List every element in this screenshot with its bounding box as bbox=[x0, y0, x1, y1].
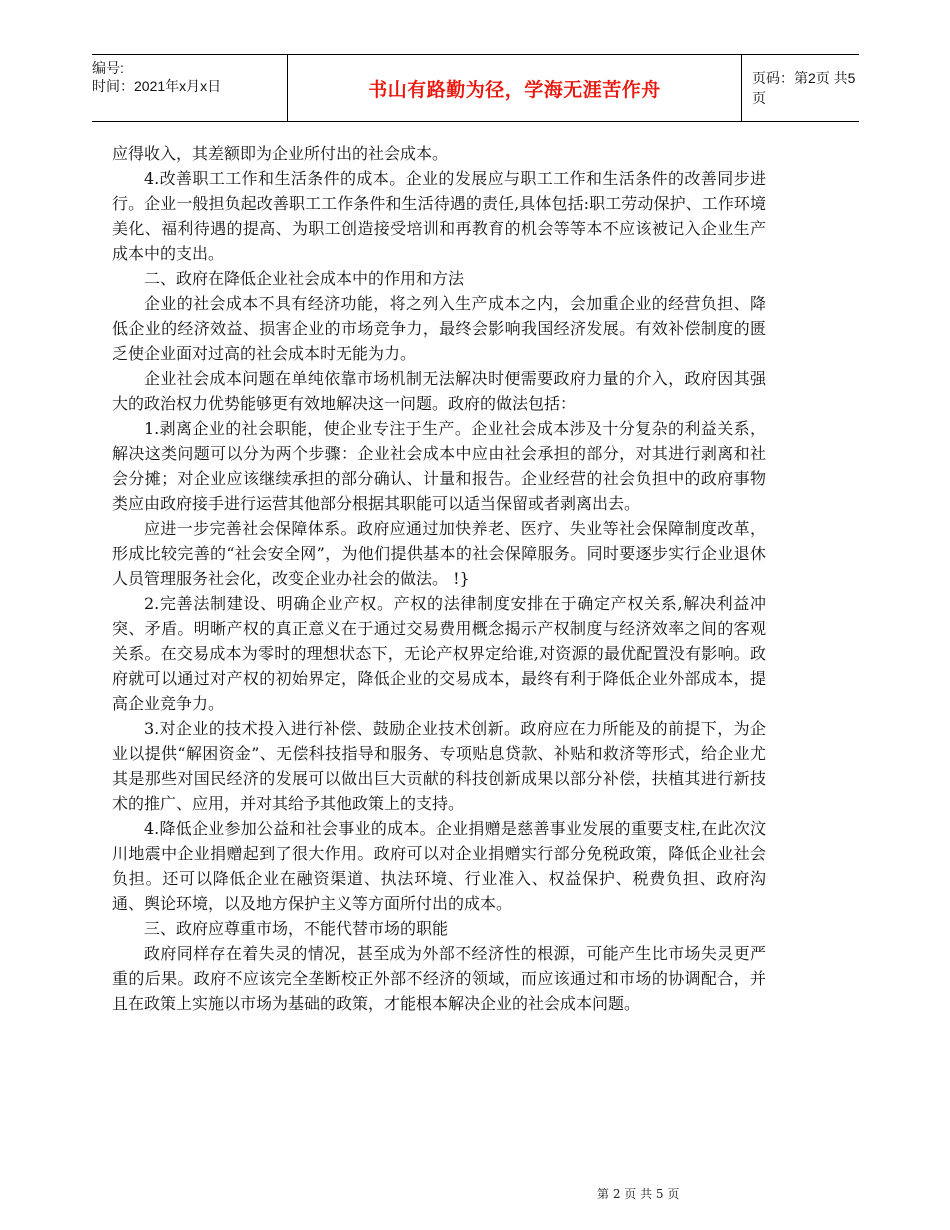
header-page-number: 页码：第2页 共5页 bbox=[752, 70, 856, 106]
header-motto-cell bbox=[287, 55, 742, 121]
document-date: 时间：2021年x月x日 bbox=[92, 78, 222, 94]
document-body bbox=[112, 141, 766, 1016]
page-header bbox=[92, 54, 859, 122]
paragraph: 4.改善职工工作和生活条件的成本。企业的发展应与职工工作和生活条件的改善同步进行。企业一般担负起改善职工工作条件和生活待遇的责任,具体包括:职工劳动保护、工作环境美化、福利待遇的提高、为职工创造接受培训和再教育的机会等等本不应该被记入企业生产成本中的支出。 bbox=[112, 169, 766, 263]
paragraph: 4.降低企业参加公益和社会事业的成本。企业捐赠是慈善事业发展的重要支柱,在此次汶川地震中企业捐赠起到了很大作用。政府可以对企业捐赠实行部分免税政策，降低企业社会负担。还可以降低企业在融资渠道、执法环境、行业准入、权益保护、税费负担、政府沟通、舆论环境，以及地方保护主义等方面所付出的成本。 bbox=[112, 819, 766, 913]
paragraph: 应进一步完善社会保障体系。政府应通过加快养老、医疗、失业等社会保障制度改革，形成比较完善的“社会安全网”，为他们提供基本的社会保障服务。同时要逐步实行企业退休人员管理服务社会化，改变企业办社会的做法。 !} bbox=[112, 519, 766, 588]
section-heading: 二、政府在降低企业社会成本中的作用和方法 bbox=[144, 269, 465, 288]
paragraph: 政府同样存在着失灵的情况，甚至成为外部不经济性的根源，可能产生比市场失灵更严重的后果。政府不应该完全垄断校正外部不经济的领域，而应该通过和市场的协调配合，并且在政策上实施以市场为基础的政策，才能根本解决企业的社会成本问题。 bbox=[112, 944, 766, 1013]
header-meta bbox=[92, 55, 287, 121]
paragraph: 企业社会成本问题在单纯依靠市场机制无法解决时便需要政府力量的介入，政府因其强大的政治权力优势能够更有效地解决这一问题。政府的做法包括： bbox=[112, 369, 766, 413]
section-heading: 三、政府应尊重市场，不能代替市场的职能 bbox=[144, 919, 449, 938]
document-number-label: 编号: bbox=[92, 60, 124, 76]
header-page-cell bbox=[742, 55, 859, 121]
paragraph: 2.完善法制建设、明确企业产权。产权的法律制度安排在于确定产权关系,解决利益冲突、矛盾。明晰产权的真正意义在于通过交易费用概念揭示产权制度与经济效率之间的客观关系。在交易成本为零时的理想状态下，无论产权界定给谁,对资源的最优配置没有影响。政府就可以通过对产权的初始界定，降低企业的交易成本，最终有利于降低企业外部成本，提高企业竞争力。 bbox=[112, 594, 766, 713]
header-motto: 书山有路勤为径，学海无涯苦作舟 bbox=[368, 78, 661, 101]
paragraph: 应得收入，其差额即为企业所付出的社会成本。 bbox=[112, 144, 449, 163]
page-footer: 第 2 页 共 5 页 bbox=[597, 1187, 680, 1201]
paragraph: 企业的社会成本不具有经济功能，将之列入生产成本之内，会加重企业的经营负担、降低企业的经济效益、损害企业的市场竞争力，最终会影响我国经济发展。有效补偿制度的匮乏使企业面对过高的社会成本时无能为力。 bbox=[112, 294, 766, 363]
paragraph: 3.对企业的技术投入进行补偿、鼓励企业技术创新。政府应在力所能及的前提下，为企业以提供“解困资金”、无偿科技指导和服务、专项贴息贷款、补贴和救济等形式，给企业尤其是那些对国民经济的发展可以做出巨大贡献的科技创新成果以部分补偿，扶植其进行新技术的推广、应用，并对其给予其他政策上的支持。 bbox=[112, 719, 766, 813]
paragraph: 1.剥离企业的社会职能，使企业专注于生产。企业社会成本涉及十分复杂的利益关系，解决这类问题可以分为两个步骤：企业社会成本中应由社会承担的部分，对其进行剥离和社会分摊；对企业应该继续承担的部分确认、计量和报告。企业经营的社会负担中的政府事物类应由政府接手进行运营其他部分根据其职能可以适当保留或者剥离出去。 bbox=[112, 419, 766, 513]
